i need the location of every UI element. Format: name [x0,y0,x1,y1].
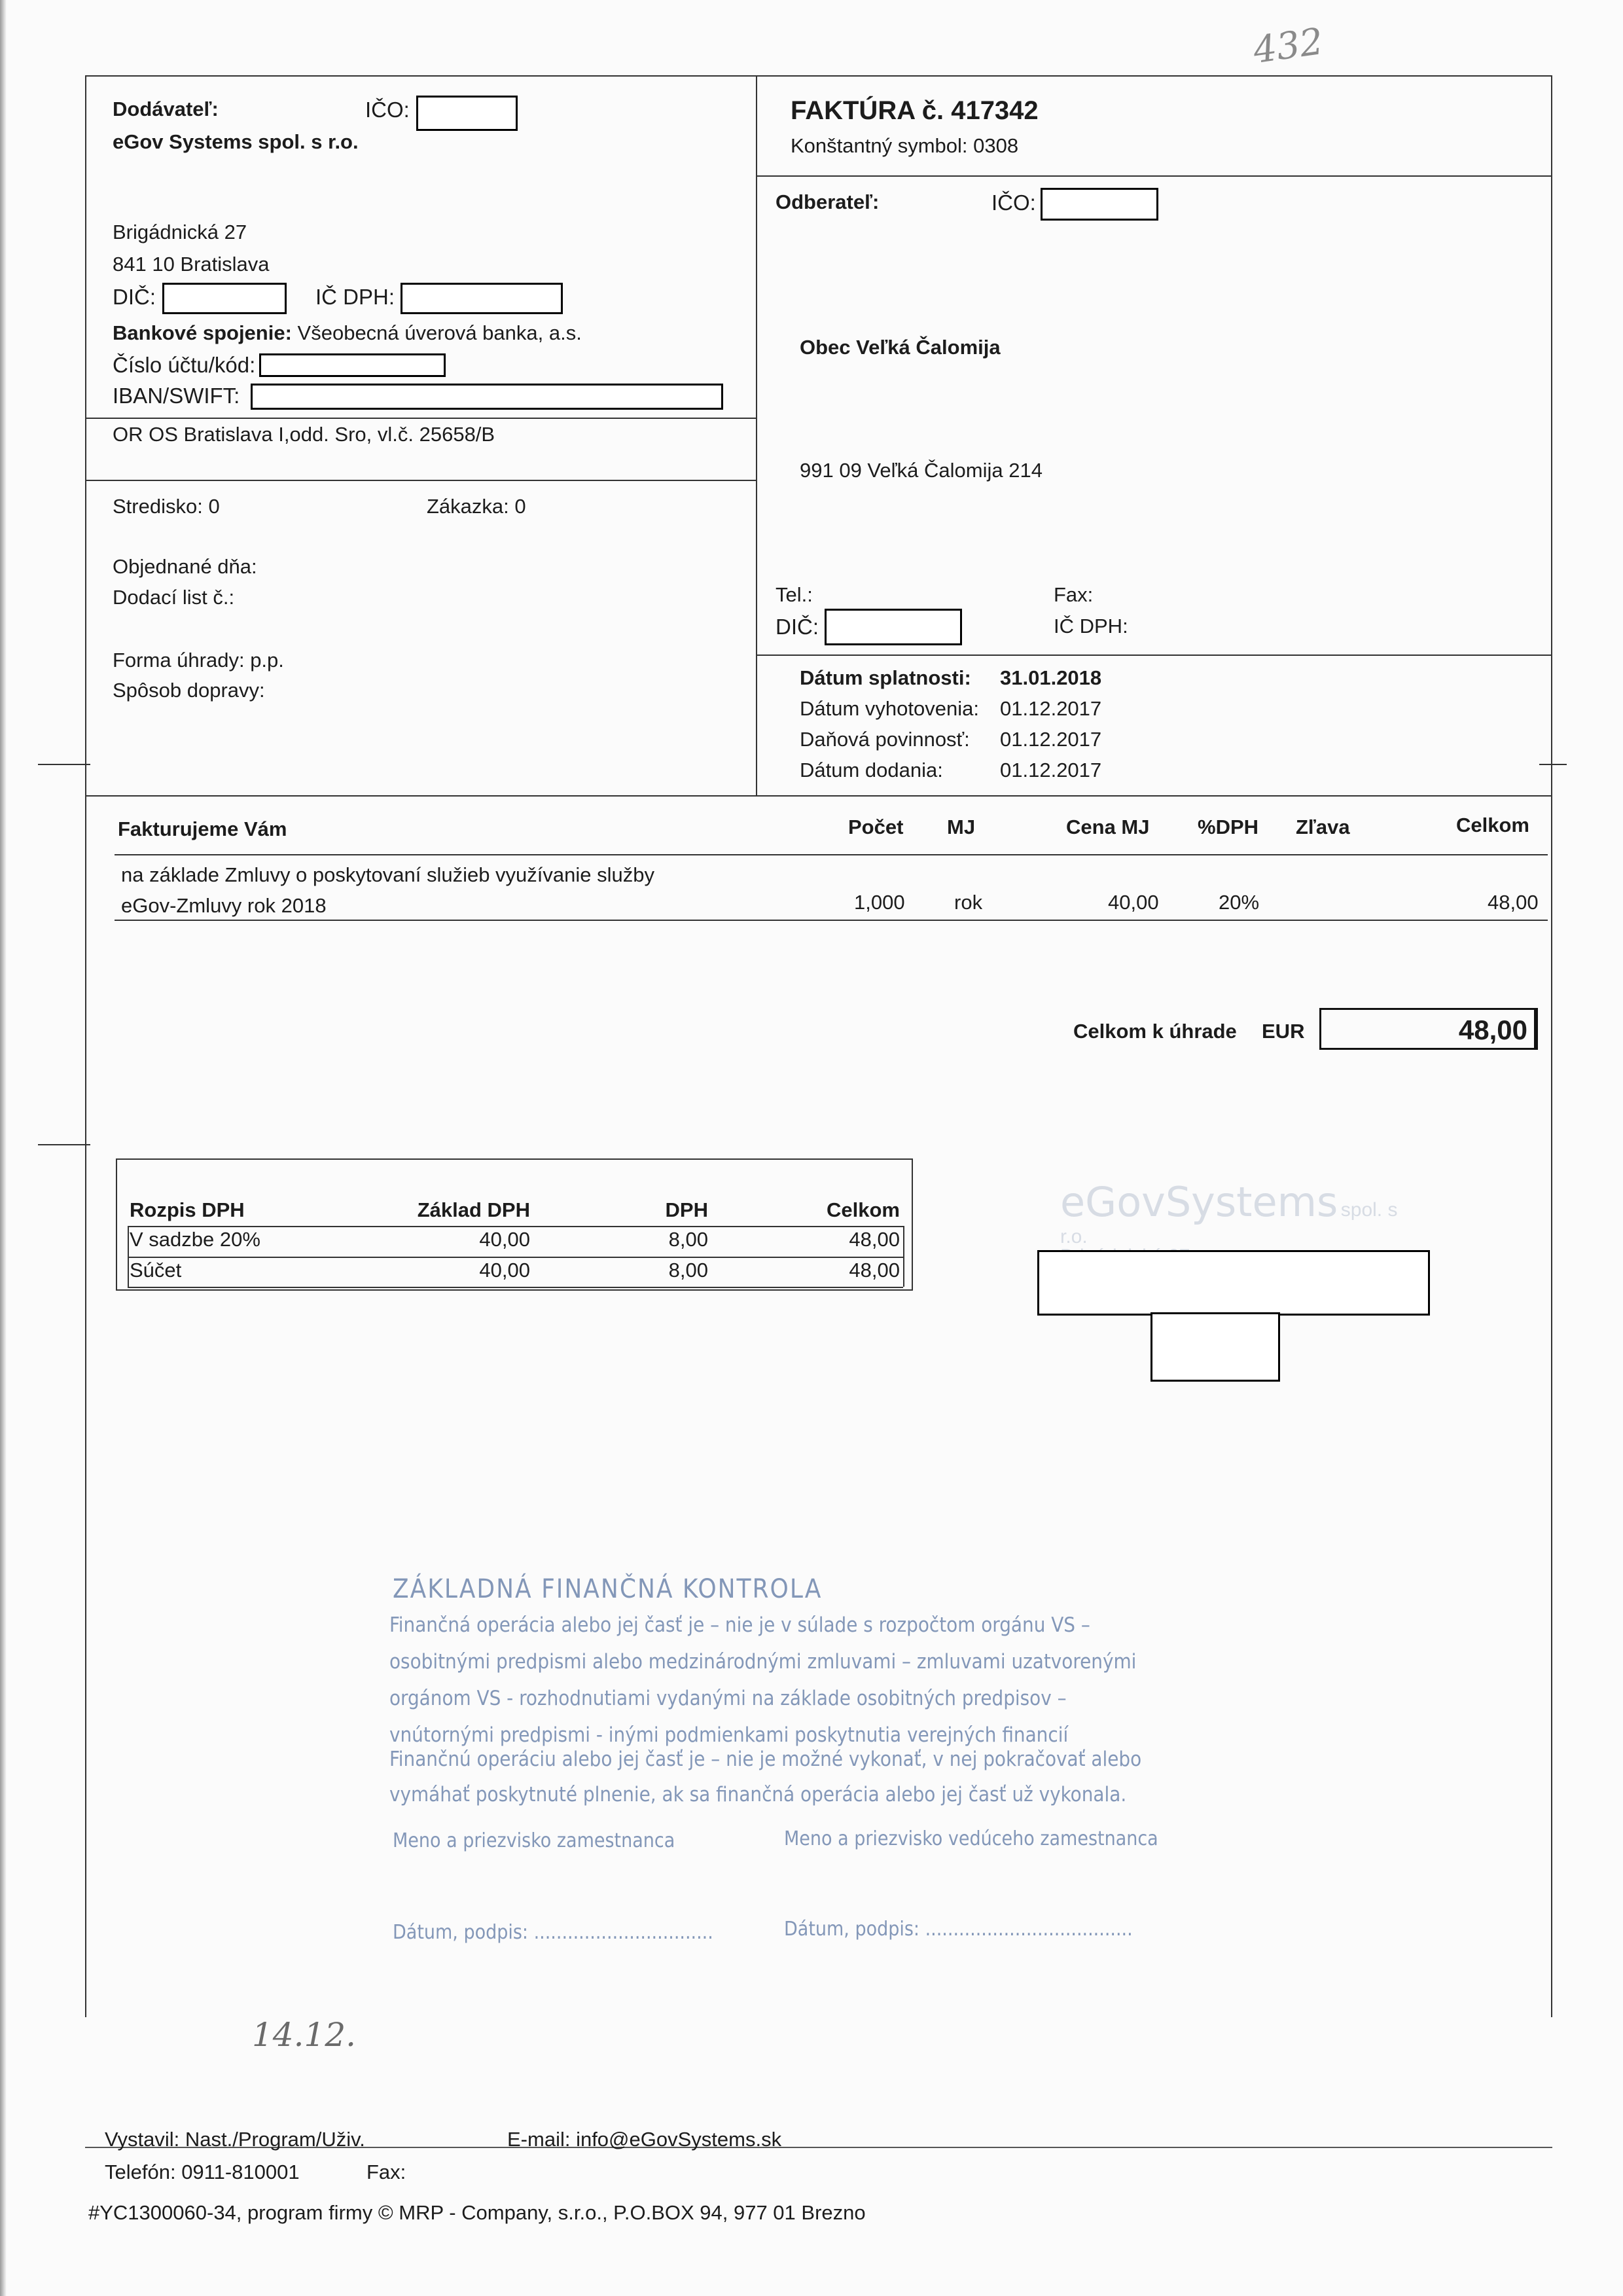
vat-base-cell: 40,00 [479,1228,530,1251]
order-dodaci: Dodací list č.: [113,586,235,609]
vat-left-line [128,1226,129,1287]
supplier-bank-row [113,321,582,345]
col-desc-header: Fakturujeme Vám [118,817,287,840]
line-invoice-bottom [756,175,1552,177]
line-items-bottom [115,920,1548,921]
customer-label: Odberateľ: [776,190,880,213]
supplier-icdph-label: IČ DPH: [315,285,395,309]
order-sposob: Spôsob dopravy: [113,679,265,702]
stamp-company-name: eGovSystems [1060,1178,1338,1226]
item-qty: 1,000 [854,891,905,914]
vat-amount-cell: 8,00 [668,1259,708,1282]
vat-right-line [903,1226,904,1287]
stamp-name-right: Meno a priezvisko vedúceho zamestnanca [784,1827,1158,1850]
handwritten-page-number: 432 [1250,20,1326,73]
vat-label-cell: V sadzbe 20% [130,1228,260,1251]
supplier-ico-redacted [416,96,518,131]
customer-tel-label: Tel.: [776,583,813,606]
customer-name: Obec Veľká Čalomija [800,336,1001,359]
line-dates-top [756,655,1552,656]
tick-left-2 [38,1144,90,1145]
col-unit-header: MJ [947,816,976,838]
handwritten-date: 14.12. [252,2016,357,2054]
footer-program: #YC1300060-34, program firmy © MRP - Company, s.r.o., P.O.BOX 94, 977 01 Brezno [88,2201,866,2224]
supplier-icdph-redacted [401,283,563,314]
supplier-street: Brigádnická 27 [113,221,247,243]
supplier-account-redacted [259,353,446,377]
customer-dic-label: DIČ: [776,615,819,639]
date-value: 31.01.2018 [1000,666,1102,689]
supplier-label: Dodávateľ: [113,98,219,120]
vat-amount-header: DPH [665,1198,708,1221]
order-objednane: Objednané dňa: [113,555,257,578]
stamp-line: osobitnými predpismi alebo medzinárodnými zmluvami – zmluvami uzatvorenými [389,1650,1137,1674]
grand-total-label: Celkom k úhrade [1073,1020,1237,1043]
scan-edge [0,0,7,2296]
date-value: 01.12.2017 [1000,728,1102,751]
frame-left-lower [85,795,86,2017]
customer-fax-label: Fax: [1054,583,1094,606]
supplier-ico-label: IČO: [365,98,410,122]
col-discount-header: Zľava [1296,816,1350,838]
customer-ico-label: IČO: [991,190,1036,215]
grand-total-box [1319,1008,1538,1050]
stamp-line2: vymáhať poskytnuté plnenie, ak sa finančná operácia alebo jej časť už vykonala. [389,1783,1127,1806]
footer-email: E-mail: info@eGovSystems.sk [507,2128,782,2151]
vat-total-header: Celkom [827,1198,900,1221]
vat-row2-line [128,1287,903,1288]
company-stamp [1060,1178,1427,1247]
supplier-dic-redacted [162,283,287,314]
line-register-bottom [85,480,756,481]
vat-base-header: Základ DPH [417,1198,530,1221]
vat-total-cell: 48,00 [849,1228,900,1251]
vat-amount-cell: 8,00 [668,1228,708,1251]
vat-total-cell: 48,00 [849,1259,900,1282]
col-price-header: Cena MJ [1066,816,1150,838]
date-label: Dátum splatnosti: [800,666,971,689]
supplier-iban-label: IBAN/SWIFT: [113,384,240,408]
line-items-header [115,854,1548,855]
vat-label-cell: Súčet [130,1259,182,1282]
stamp-date-right: Dátum, podpis: ..................................... [784,1918,1133,1941]
supplier-name: eGov Systems spol. s r.o. [113,130,359,153]
frame-left [85,75,86,795]
footer-fax: Fax: [366,2161,406,2183]
date-label: Dátum vyhotovenia: [800,697,979,720]
bank-label: Bankové spojenie: [113,321,292,344]
tick-right [1539,764,1567,765]
date-label: Dátum dodania: [800,759,943,781]
footer-issuer: Vystavil: Nast./Program/Uživ. [105,2128,365,2151]
customer-icdph-label: IČ DPH: [1054,615,1128,637]
stamp-name-left: Meno a priezvisko zamestnanca [393,1829,675,1852]
stamp-redacted-2 [1150,1312,1280,1382]
item-vat: 20% [1219,891,1260,914]
invoice-constant-symbol: Konštantný symbol: 0308 [791,134,1019,157]
footer-phone: Telefón: 0911-810001 [105,2161,300,2183]
invoice-title: FAKTÚRA č. 417342 [791,96,1039,125]
frame-top [85,75,1552,77]
line-register-top [85,418,756,419]
col-total-header: Celkom [1456,814,1529,836]
supplier-account-label: Číslo účtu/kód: [113,353,256,377]
vat-base-cell: 40,00 [479,1259,530,1282]
item-total: 48,00 [1488,891,1539,914]
grand-total-currency: EUR [1262,1020,1305,1043]
col-qty-header: Počet [848,816,904,838]
stamp-line2: Finančnú operáciu alebo jej časť je – nie je možné vykonať, v nej pokračovať alebo [389,1748,1142,1771]
frame-mid [756,75,757,795]
supplier-iban-redacted [251,384,723,410]
item-desc-line2: eGov-Zmluvy rok 2018 [121,894,327,917]
date-value: 01.12.2017 [1000,759,1102,781]
grand-total-value: 48,00 [1458,1014,1527,1045]
item-price: 40,00 [1108,891,1159,914]
date-value: 01.12.2017 [1000,697,1102,720]
supplier-register: OR OS Bratislava I,odd. Sro, vl.č. 25658/B [113,423,495,446]
customer-ico-redacted [1041,188,1158,221]
stamp-redacted-1 [1037,1250,1430,1316]
stamp-line: orgánom VS - rozhodnutiami vydanými na základe osobitných predpisov – [389,1687,1067,1710]
order-zakazka: Zákazka: 0 [427,495,526,518]
line-items-top [85,795,1552,797]
date-label: Daňová povinnosť: [800,728,970,751]
customer-address: 991 09 Veľká Čalomija 214 [800,459,1043,482]
stamp-line: vnútornými predpismi - inými podmienkami poskytnutia verejných financií [389,1723,1069,1747]
col-vat-header: %DPH [1198,816,1259,838]
stamp-company-suffix: spol. s r.o. [1060,1199,1398,1247]
item-unit: rok [954,891,983,914]
customer-dic-redacted [825,609,962,645]
item-desc-line1: na základe Zmluvy o poskytovaní služieb využívanie služby [121,863,655,886]
order-forma: Forma úhrady: p.p. [113,649,284,672]
control-stamp-title: ZÁKLADNÁ FINANČNÁ KONTROLA [393,1574,823,1604]
order-stredisko: Stredisko: 0 [113,495,220,518]
bank-name: Všeobecná úverová banka, a.s. [297,321,582,344]
vat-label-header: Rozpis DPH [130,1198,245,1221]
supplier-city: 841 10 Bratislava [113,253,270,276]
tick-left [38,764,90,765]
supplier-dic-label: DIČ: [113,285,156,309]
stamp-line: Finančná operácia alebo jej časť je – nie je v súlade s rozpočtom orgánu VS – [389,1613,1090,1637]
frame-right [1551,75,1552,2017]
stamp-date-left: Dátum, podpis: ................................ [393,1921,713,1944]
